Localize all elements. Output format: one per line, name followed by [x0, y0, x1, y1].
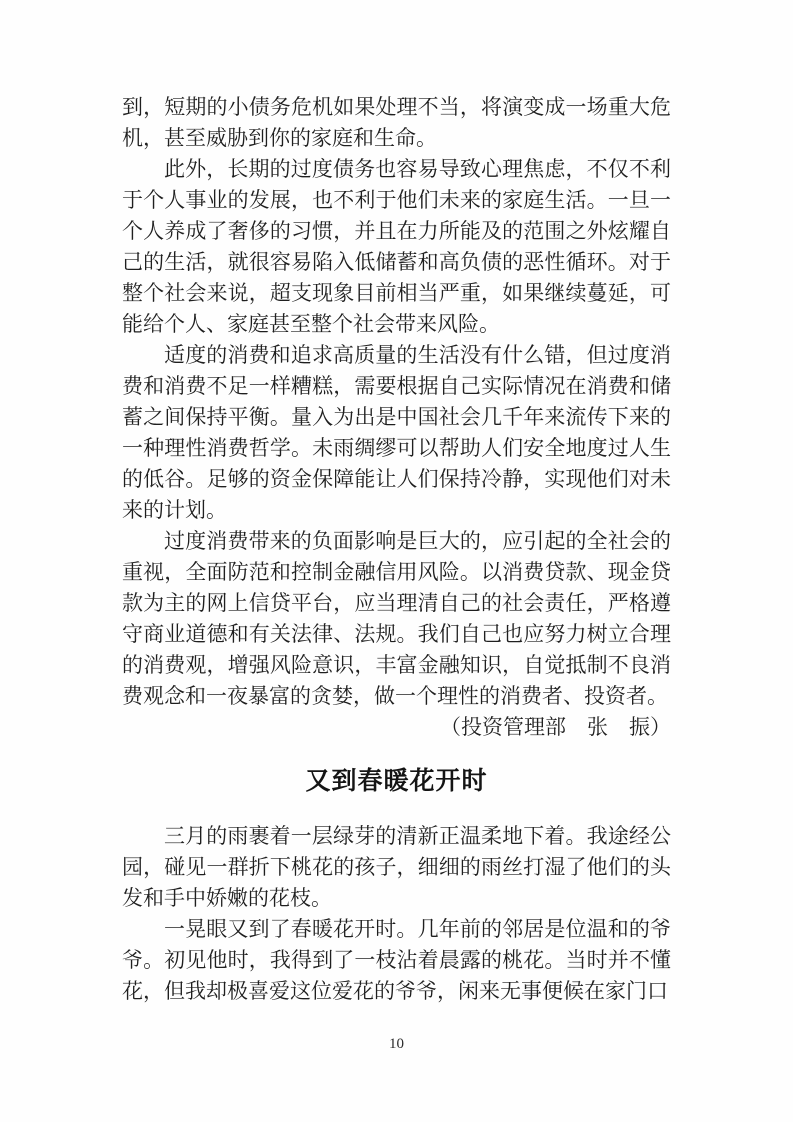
- paragraph: 一晃眼又到了春暖花开时。几年前的邻居是位温和的爷爷。初见他时，我得到了一枝沾着晨露的桃花。当时并不懂花，但我却极喜爱这位爱花的爷爷，闲来无事便候在家门口: [122, 917, 671, 1003]
- page-number: 10: [389, 1036, 404, 1052]
- article-spring-blossom-essay: [122, 763, 671, 1007]
- article-overconsumption-essay: [122, 92, 671, 743]
- paragraph: 适度的消费和追求高质量的生活没有什么错，但过度消费和消费不足一样糟糕，需要根据自己实际情况在消费和储蓄之间保持平衡。量入为出是中国社会几千年来流传下来的一种理性消费哲学。未雨绸缪可以帮助人们安全地度过人生的低谷。足够的资金保障能让人们保持冷静，实现他们对未来的计划。: [122, 343, 671, 522]
- page-text-column: [122, 92, 671, 1007]
- paragraph: 三月的雨裹着一层绿芽的清新正温柔地下着。我途经公园，碰见一群折下桃花的孩子，细细的雨丝打湿了他们的头发和手中娇嫩的花枝。: [122, 824, 671, 910]
- paragraph: 过度消费带来的负面影响是巨大的，应引起的全社会的重视，全面防范和控制金融信用风险。以消费贷款、现金贷款为主的网上信贷平台，应当理清自己的社会责任，严格遵守商业道德和有关法律、法规。我们自己也应努力树立合理的消费观，增强风险意识，丰富金融知识，自觉抵制不良消费观念和一夜暴富的贪婪，做一个理性的消费者、投资者。: [122, 529, 671, 708]
- byline: （投资管理部 张 振）: [440, 715, 671, 739]
- article-title: 又到春暖花开时: [305, 766, 488, 795]
- paragraph: 此外，长期的过度债务也容易导致心理焦虑，不仅不利于个人事业的发展，也不利于他们未来的家庭生活。一旦一个人养成了奢侈的习惯，并且在力所能及的范围之外炫耀自己的生活，就很容易陷入低储蓄和高负债的恶性循环。对于整个社会来说，超支现象目前相当严重，如果继续蔓延，可能给个人、家庭甚至整个社会带来风险。: [122, 157, 671, 336]
- paragraph: 到，短期的小债务危机如果处理不当，将演变成一场重大危机，甚至威胁到你的家庭和生命。: [122, 95, 671, 150]
